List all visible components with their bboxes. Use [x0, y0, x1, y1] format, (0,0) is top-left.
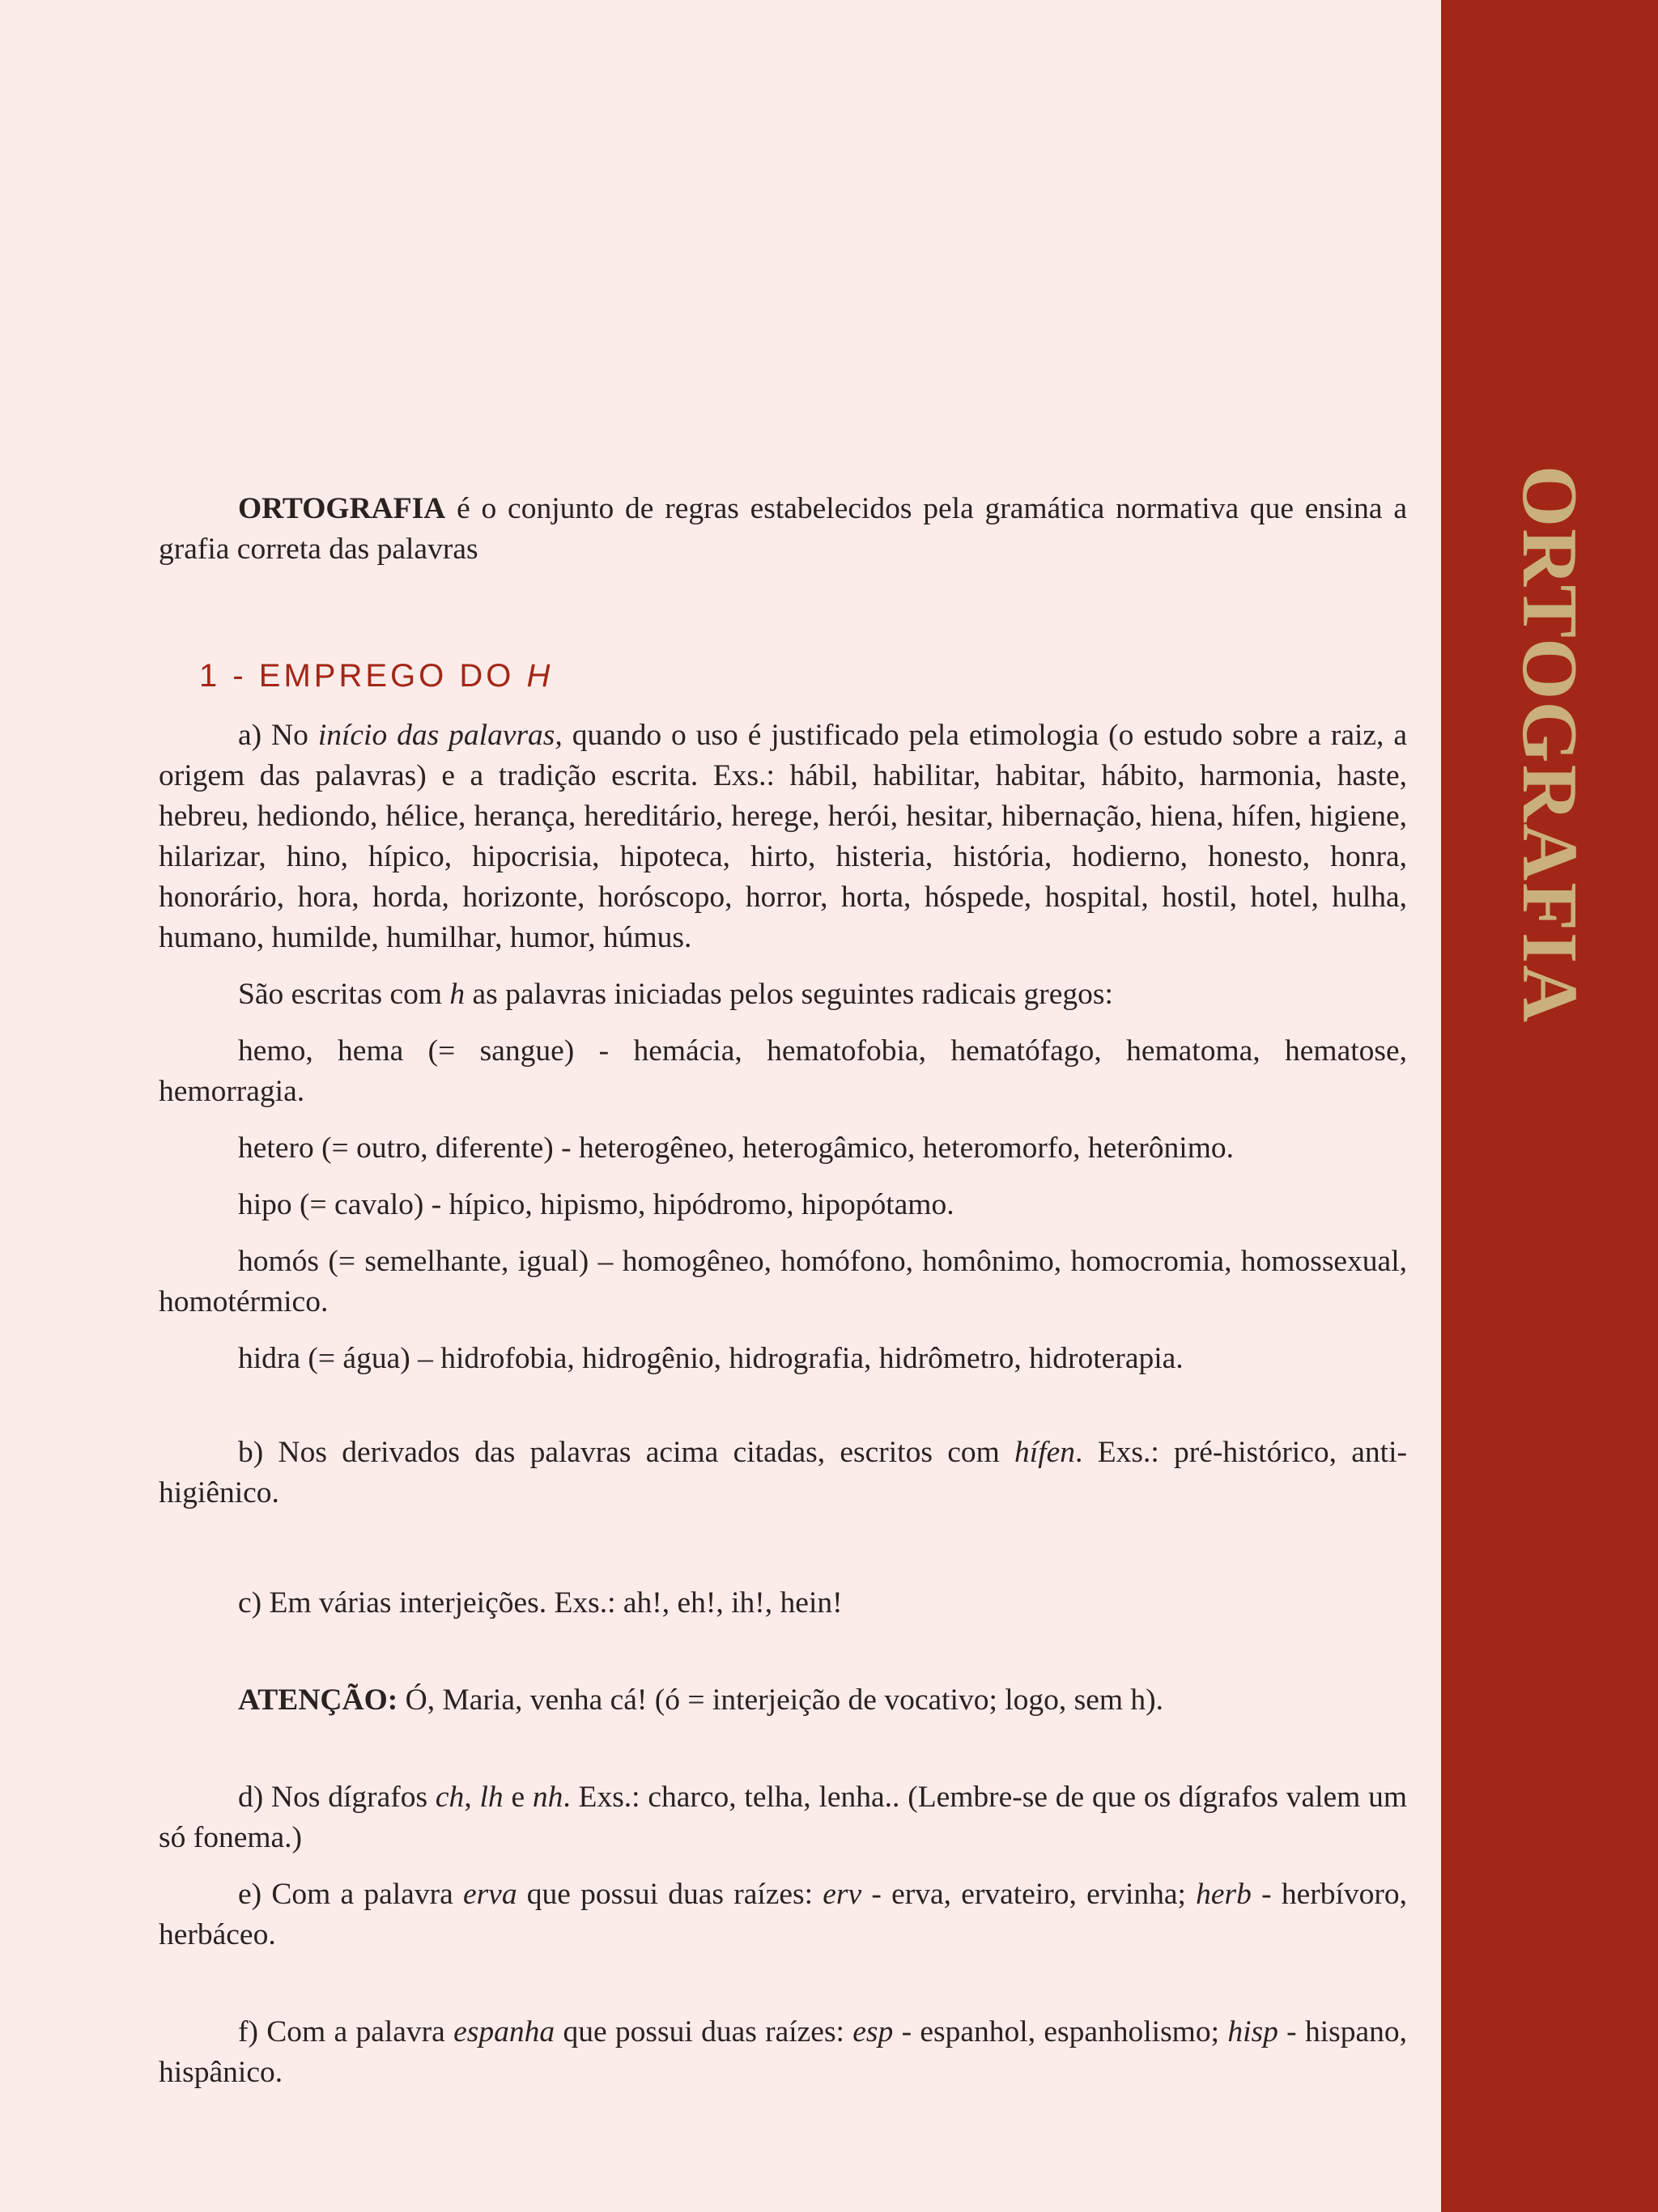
- intro-paragraph: [159, 489, 1407, 570]
- item-f-prefix: f) Com a palavra: [238, 2015, 454, 2049]
- item-a-prefix: a) No: [238, 719, 318, 752]
- item-d-digraph-ch: ch: [435, 1781, 465, 1814]
- radicals-intro-paragraph: [159, 974, 1407, 1015]
- item-c-paragraph: c) Em várias interjeições. Exs.: ah!, eh!, ih!, hein!: [238, 1586, 843, 1620]
- radicals-intro-letter: h: [449, 978, 466, 1011]
- item-b-paragraph: [159, 1433, 1407, 1514]
- radical-hidra: hidra (= água) – hidrofobia, hidrogênio, hidrografia, hidrômetro, hidroterapia.: [238, 1342, 1184, 1375]
- item-d-paragraph: [159, 1777, 1407, 1858]
- item-e-prefix: e) Com a palavra: [238, 1878, 463, 1911]
- section-number: 1 - EMPREGO DO: [199, 658, 527, 694]
- radical-hemo: hemo, hema (= sangue) - hemácia, hematofobia, hematófago, hematoma, hematose, hemorragia.: [159, 1034, 1407, 1108]
- attention-paragraph: [159, 1680, 1407, 1721]
- item-a-paragraph: [159, 715, 1407, 958]
- item-a-text: quando o uso é justificado pela etimologia (o estudo sobre a raiz, a origem das palavras) e a tradição escrita. Exs.: hábil, habilitar, habitar, hábito, harmonia, haste, hebreu, hediondo, hélice, herança, hereditário, herege, herói, hesitar, hibernação, hiena, hífen, higiene, hilarizar, hino, hípico, hipocrisia, hipoteca, hirto, histeria, história, hodierno, honesto, honra, honorário, hora, horda, horizonte, horóscopo, horror, horta, hóspede, hospital, hostil, hotel, hulha, humano, humilde, humilhar, humor, húmus.: [159, 719, 1407, 954]
- attention-text: Ó, Maria, venha cá! (ó = interjeição de vocativo; logo, sem h).: [397, 1683, 1164, 1717]
- item-e-word: erva: [462, 1878, 517, 1911]
- intro-text: é o conjunto de regras estabelecidos pela gramática normativa que ensina a grafia correta das palavras: [159, 492, 1407, 566]
- item-e-paragraph: [159, 1874, 1407, 1955]
- item-e-root2: herb: [1196, 1878, 1252, 1911]
- item-d-sep2: e: [503, 1781, 533, 1814]
- section-heading: [199, 656, 1407, 696]
- side-band-title: ORTOGRAFIA: [1506, 465, 1593, 1024]
- item-d-text: . Exs.: charco, telha, lenha.. (Lembre-se de que os dígrafos valem um só fonema.): [159, 1781, 1408, 1854]
- radical-homos: homós (= semelhante, igual) – homogêneo, homófono, homônimo, homocromia, homossexual, homotérmico.: [159, 1245, 1407, 1318]
- item-d-digraph-nh: nh: [532, 1781, 563, 1814]
- item-e-text: - herbívoro, herbáceo.: [159, 1878, 1408, 1951]
- item-e-mid2: - erva, ervateiro, ervinha;: [861, 1878, 1197, 1911]
- radicals-intro-prefix: São escritas com: [238, 978, 450, 1011]
- side-band: [1441, 0, 1658, 2212]
- item-a-emphasis: início das palavras,: [317, 719, 563, 752]
- attention-label: ATENÇÃO:: [238, 1683, 398, 1717]
- radical-hetero: hetero (= outro, diferente) - heterogêneo, heterogâmico, heteromorfo, heterônimo.: [238, 1131, 1235, 1165]
- item-d-prefix: d) Nos dígrafos: [238, 1781, 436, 1814]
- item-f-word: espanha: [453, 2015, 555, 2049]
- item-f-text: - hispano, hispânico.: [159, 2015, 1407, 2089]
- item-f-root2: hisp: [1227, 2015, 1278, 2049]
- item-b-emphasis: hífen: [1014, 1436, 1076, 1469]
- section-letter: H: [526, 658, 554, 694]
- item-e-mid: que possui duas raízes:: [517, 1878, 823, 1911]
- item-d-sep1: ,: [464, 1781, 480, 1814]
- radicals-intro-text: as palavras iniciadas pelos seguintes radicais gregos:: [465, 978, 1113, 1011]
- item-f-root1: esp: [852, 2015, 894, 2049]
- item-e-root1: erv: [823, 1878, 862, 1911]
- radical-hipo: hipo (= cavalo) - hípico, hipismo, hipódromo, hipopótamo.: [238, 1188, 954, 1221]
- item-f-mid: que possui duas raízes:: [555, 2015, 853, 2049]
- item-b-text: . Exs.: pré-histórico, anti-higiênico.: [159, 1436, 1407, 1509]
- item-d-digraph-lh: lh: [479, 1781, 504, 1814]
- item-b-prefix: b) Nos derivados das palavras acima citadas, escritos com: [238, 1436, 1015, 1469]
- item-f-paragraph: [159, 2012, 1407, 2093]
- item-f-mid2: - espanhol, espanholismo;: [893, 2015, 1228, 2049]
- document-body: [159, 489, 1407, 2093]
- intro-term: ORTOGRAFIA: [238, 492, 446, 525]
